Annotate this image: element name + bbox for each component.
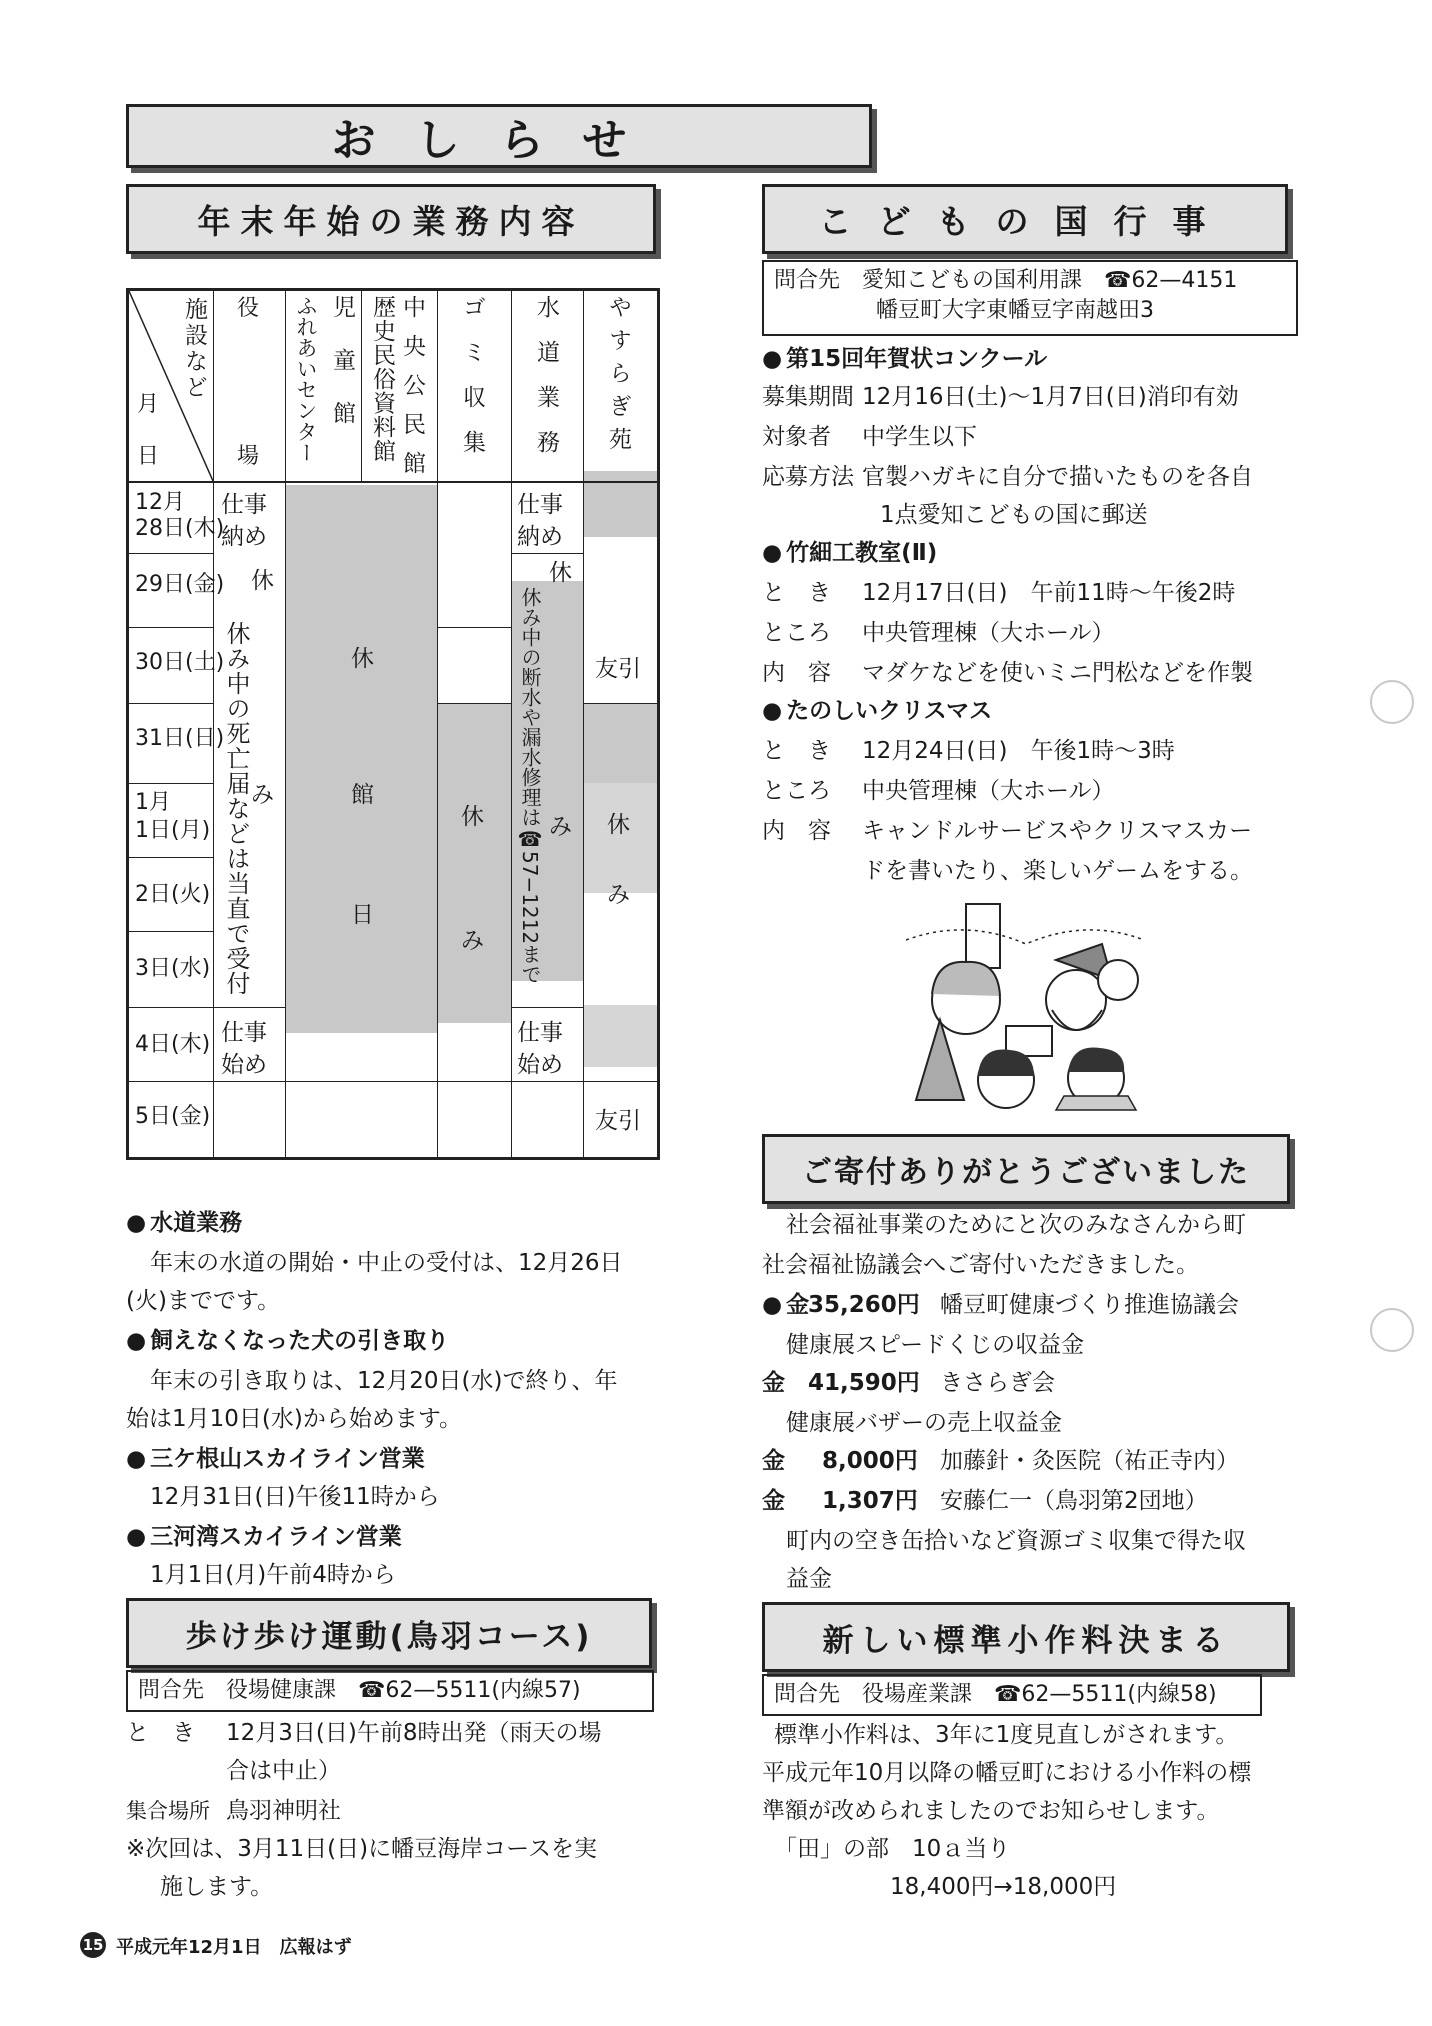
ev2-title: ● 竹細工教室(Ⅱ) xyxy=(762,534,937,572)
date-3: 3日(水) xyxy=(135,956,211,981)
corner-month-label: 月 xyxy=(137,392,160,417)
footer-text: 平成元年12月1日 広報はず xyxy=(116,1937,352,1958)
ev3-r2-label: ところ xyxy=(762,778,831,804)
shade-kyukan xyxy=(285,485,437,1033)
skyline2-line: 1月1日(月)午前4時から xyxy=(150,1562,396,1588)
binder-hole-bottom xyxy=(1370,1308,1414,1352)
date-2: 2日(火) xyxy=(135,882,211,907)
date-jan: 1月 xyxy=(135,790,171,815)
walk-toki-label: と き xyxy=(126,1720,195,1746)
date-29: 29日(金) xyxy=(135,572,225,597)
donation-amount-4: 1,307円 xyxy=(822,1488,918,1514)
col-gomi: ゴミ収集 xyxy=(459,295,485,475)
date-4: 4日(木) xyxy=(135,1032,211,1057)
ev3-r3: キャンドルサービスやクリスマスカー xyxy=(862,818,1253,844)
col-jidoukan: 児童館 xyxy=(329,295,355,454)
page-number: 15 xyxy=(80,1932,106,1958)
ev1-r3: 官製ハガキに自分で描いたものを各自 xyxy=(862,464,1253,490)
skyline1-line: 12月31日(日)午後11時から xyxy=(150,1484,440,1510)
cell-yakuba-osame: 仕事納め xyxy=(221,492,267,550)
col-yasuragi: やすらぎ苑 xyxy=(605,295,631,460)
kosaku-line3: 準額が改められましたのでお知らせします。 xyxy=(762,1798,1220,1824)
cell-yasuragi-tomobiki-1: 友引 xyxy=(595,656,641,682)
date-1: 1日(月) xyxy=(135,818,211,843)
ev3-r1-label: と き xyxy=(762,738,831,764)
corner-day-label: 日 xyxy=(137,444,160,469)
cell-yasuragi-tomobiki-2: 友引 xyxy=(595,1108,641,1134)
cell-suidou-osame: 仕事納め xyxy=(517,492,563,550)
date-5: 5日(金) xyxy=(135,1104,211,1129)
walk-toki2: 合は中止） xyxy=(226,1758,341,1784)
kosaku-line5: 18,400円→18,000円 xyxy=(890,1874,1117,1900)
ev3-r3b: ドを書いたり、楽しいゲームをする。 xyxy=(862,858,1253,884)
date-dec: 12月 xyxy=(135,490,185,515)
cell-suidou-note: 休み中の断水や漏水修理は☎57−1212まで xyxy=(518,587,542,985)
ev3-title: ● たのしいクリスマス xyxy=(762,692,992,730)
donation-donor-3: 加藤針・灸医院（祐正寺内） xyxy=(940,1448,1239,1474)
donation-intro1: 社会福祉事業のためにと次のみなさんから町 xyxy=(786,1212,1246,1238)
walk-next1: ※次回は、3月11日(日)に幡豆海岸コースを実 xyxy=(126,1836,597,1862)
donation-amount-1: 35,260円 xyxy=(808,1292,920,1318)
donation-kin-3: 金 xyxy=(762,1448,785,1474)
donation-note-2: 健康展バザーの売上収益金 xyxy=(786,1410,1062,1436)
col-kouminkan: 中央公民館 xyxy=(399,295,425,490)
kosaku-line4: 「田」の部 10ａ当り xyxy=(774,1836,1011,1862)
cell-kyukan-2: 館 xyxy=(351,782,374,808)
ev1-r3b: 1点愛知こどもの国に郵送 xyxy=(880,502,1148,528)
walk-inquiry: 問合先 役場健康課 ☎62—5511(内線57) xyxy=(126,1670,654,1712)
binder-hole-top xyxy=(1370,680,1414,724)
ev3-r3-label: 内 容 xyxy=(762,818,831,844)
cell-suidou-hajime: 仕事始め xyxy=(517,1020,563,1078)
donation-intro2: 社会福祉協議会へご寄付いただきました。 xyxy=(762,1252,1199,1278)
cell-yakuba-kyu: 休 xyxy=(251,568,274,594)
ev1-r2: 中学生以下 xyxy=(862,424,977,450)
cell-kyukan-1: 休 xyxy=(351,646,374,672)
ev1-r1: 12月16日(土)〜1月7日(日)消印有効 xyxy=(862,384,1239,410)
ev2-r2-label: ところ xyxy=(762,620,831,646)
col-suidou: 水道業務 xyxy=(533,295,559,475)
donation-kin-2: 金 xyxy=(762,1370,785,1396)
ev2-r3: マダケなどを使いミニ門松などを作製 xyxy=(862,660,1253,686)
shade-yasuragi-2 xyxy=(583,703,657,783)
section-title-donation: ご寄付ありがとうございました xyxy=(762,1134,1290,1204)
col-rekishi: 歴史民俗資料館 xyxy=(369,295,395,463)
ev3-r2: 中央管理棟（大ホール） xyxy=(862,778,1115,804)
cell-yakuba-mi: み xyxy=(251,782,274,808)
walk-place: 鳥羽神明社 xyxy=(226,1798,341,1824)
ev1-title: ● 第15回年賀状コンクール xyxy=(762,340,1047,378)
section-title-kodomo: こどもの国行事 xyxy=(762,184,1288,254)
ev1-r2-label: 対象者 xyxy=(762,424,831,450)
donation-kin-4: 金 xyxy=(762,1488,785,1514)
kodomo-inquiry xyxy=(762,260,1298,336)
walk-next2: 施します。 xyxy=(160,1874,274,1900)
ev2-r3-label: 内 容 xyxy=(762,660,831,686)
ev2-r1: 12月17日(日) 午前11時〜午後2時 xyxy=(862,580,1236,606)
skyline2-title: ● 三河湾スカイライン営業 xyxy=(126,1518,402,1556)
cell-yakuba-hajime: 仕事始め xyxy=(221,1020,267,1078)
cell-yasuragi-mi: み xyxy=(607,882,630,908)
christmas-illustration xyxy=(906,900,1146,1120)
dog-title: ● 飼えなくなった犬の引き取り xyxy=(126,1322,449,1360)
ev3-r1: 12月24日(日) 午後1時〜3時 xyxy=(862,738,1175,764)
donation-donor-1: 幡豆町健康づくり推進協議会 xyxy=(940,1292,1239,1318)
water-title: ● 水道業務 xyxy=(126,1204,242,1242)
date-30: 30日(土) xyxy=(135,650,225,675)
donation-note-1: 健康展スピードくじの収益金 xyxy=(786,1332,1085,1358)
kosaku-line2: 平成元年10月以降の幡豆町における小作料の標 xyxy=(762,1760,1252,1786)
kodomo-inquiry-line1: 問合先 愛知こどもの国利用課 ☎62—4151 xyxy=(774,268,1238,293)
donation-amount-3: 8,000円 xyxy=(822,1448,918,1474)
section-title-walk: 歩け歩け運動(鳥羽コース) xyxy=(126,1598,652,1668)
date-31: 31日(日) xyxy=(135,726,225,751)
cell-kyukan-3: 日 xyxy=(351,902,374,928)
ev1-r3-label: 応募方法 xyxy=(762,464,854,490)
donation-donor-4: 安藤仁一（鳥羽第2団地） xyxy=(940,1488,1208,1514)
donation-donor-2: きさらぎ会 xyxy=(940,1370,1055,1396)
dog-line2: 始は1月10日(水)から始めます。 xyxy=(126,1406,463,1432)
schedule-table xyxy=(126,288,660,1160)
cell-yakuba-shibou: 休み中の死亡届などは当直で受付 xyxy=(222,621,250,996)
cell-suidou-kyu: 休 xyxy=(549,560,572,586)
ev2-r2: 中央管理棟（大ホール） xyxy=(862,620,1115,646)
donation-outro2: 益金 xyxy=(786,1566,832,1592)
col-yakuba-top: 役 xyxy=(237,296,260,321)
donation-amount-2: 41,590円 xyxy=(808,1370,920,1396)
kosaku-inquiry: 問合先 役場産業課 ☎62—5511(内線58) xyxy=(762,1674,1262,1716)
donation-kin-1: ● 金 xyxy=(762,1286,809,1324)
cell-gomi-mi: み xyxy=(461,928,484,954)
skyline1-title: ● 三ケ根山スカイライン営業 xyxy=(126,1440,425,1478)
ev2-r1-label: と き xyxy=(762,580,831,606)
main-header: おしらせ xyxy=(126,104,872,168)
col-yakuba-bottom: 場 xyxy=(237,444,260,469)
cell-gomi-kyu: 休 xyxy=(461,804,484,830)
cell-yasuragi-kyu: 休 xyxy=(607,812,630,838)
water-line2: (火)までです。 xyxy=(126,1288,281,1314)
cell-suidou-mi: み xyxy=(549,814,572,840)
section-title-year-end-services: 年末年始の業務内容 xyxy=(126,184,656,254)
kodomo-inquiry-line2: 幡豆町大字東幡豆字南越田3 xyxy=(876,298,1154,323)
walk-place-label: 集合場所 xyxy=(126,1799,210,1823)
shade-gomi xyxy=(437,703,511,1023)
donation-outro1: 町内の空き缶拾いなど資源ゴミ収集で得た収 xyxy=(786,1528,1246,1554)
col-fureai: ふれあいセンター xyxy=(294,295,318,463)
corner-facility-label: 施設など xyxy=(181,297,207,401)
walk-toki1: 12月3日(日)午前8時出発（雨天の場 xyxy=(226,1720,602,1746)
dog-line1: 年末の引き取りは、12月20日(水)で終り、年 xyxy=(150,1368,618,1394)
section-title-kosaku: 新しい標準小作料決まる xyxy=(762,1602,1290,1672)
water-line1: 年末の水道の開始・中止の受付は、12月26日 xyxy=(150,1250,623,1276)
ev1-r1-label: 募集期間 xyxy=(762,384,854,410)
date-28: 28日(木) xyxy=(135,516,225,541)
shade-yasuragi-4 xyxy=(583,1005,657,1067)
kosaku-line1: 標準小作料は、3年に1度見直しがされます。 xyxy=(774,1722,1239,1748)
